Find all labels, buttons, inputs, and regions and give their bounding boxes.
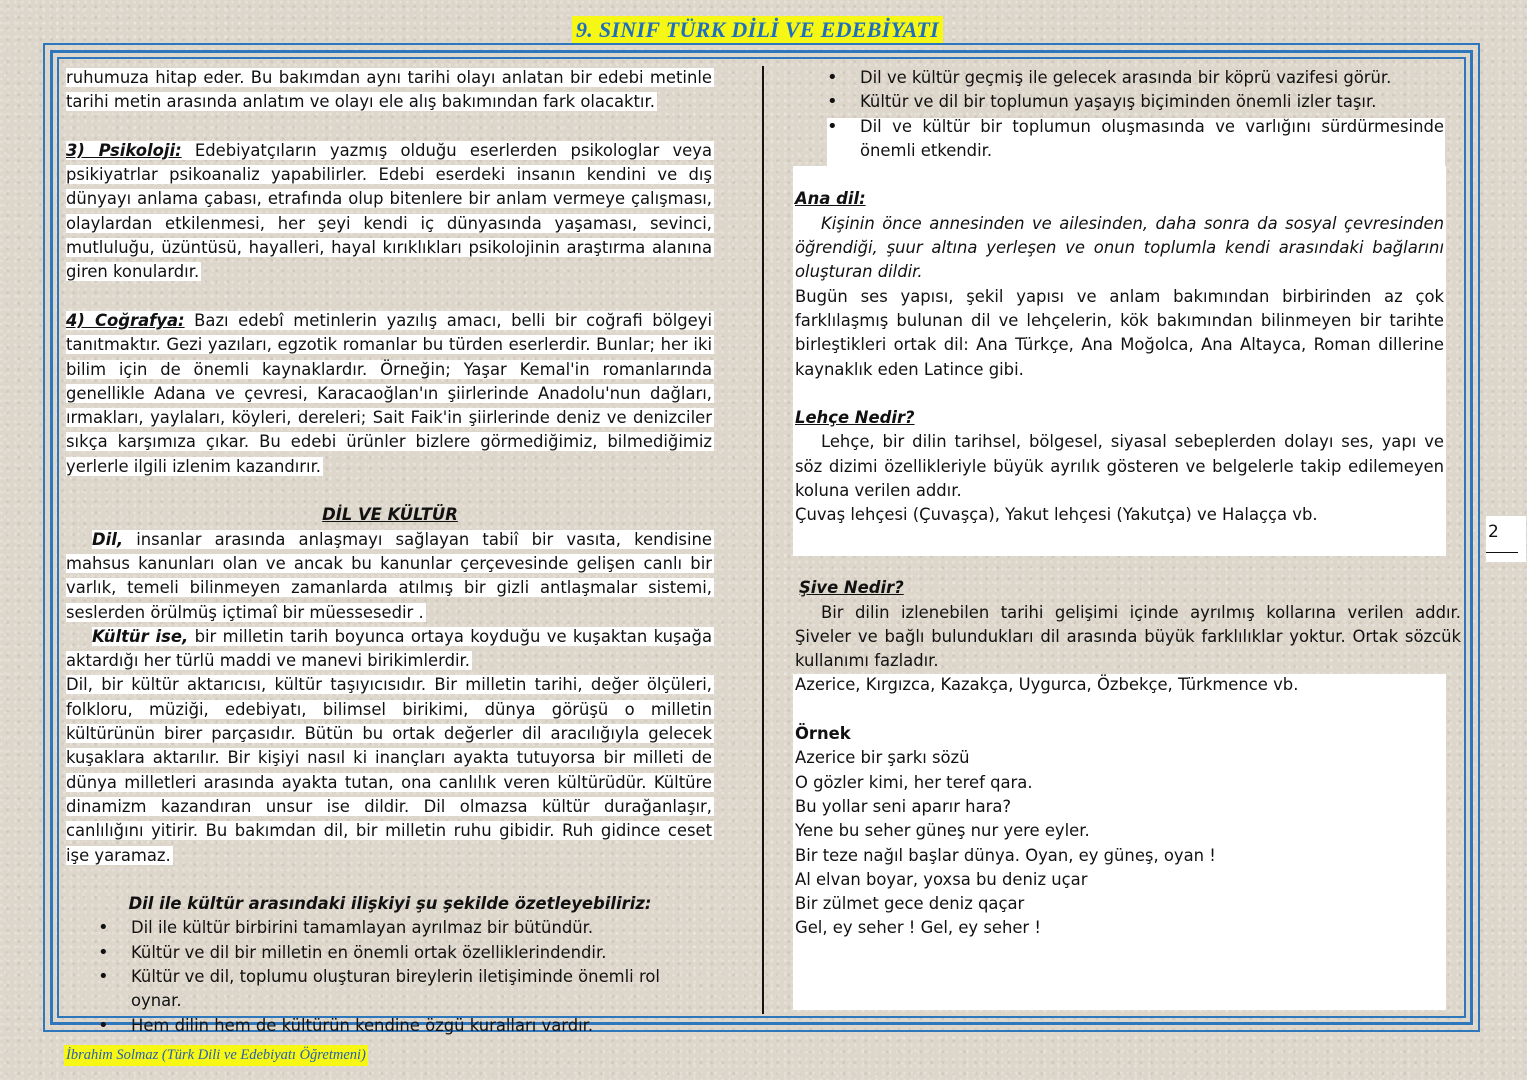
footer-author: İbrahim Solmaz (Türk Dili ve Edebiyatı Öğretmeni) xyxy=(64,1045,368,1066)
poem-line: Yene bu seher güneş nur yere eyler. xyxy=(795,821,1090,841)
anadil-definition: Kişinin önce annesinden ve ailesinden, daha sonra da sosyal çevresinden öğrendiği, şuur altına yerleşen ve onun toplumla kendi arasındaki bağlarını oluşturan dildir. xyxy=(795,213,1444,282)
list-item: • Dil ve kültür geçmiş ile gelecek arasında bir köprü vazifesi görür. xyxy=(795,66,1444,90)
list-item: • Kültür ve dil bir toplumun yaşayış biçiminden önemli izler taşır. xyxy=(795,90,1444,114)
anadil-heading: Ana dil: xyxy=(795,189,866,209)
page-number: 2 xyxy=(1486,516,1526,562)
intro-paragraph: ruhumuza hitap eder. Bu bakımdan aynı tarihi olayı anlatan bir edebi metinle tarihi metin arasında anlatım ve olayı ele alış bakımından fark olacaktır. xyxy=(66,68,712,112)
sive-paragraph: Bir dilin izlenebilen tarihi gelişimi içinde ayrılmış kollarına verilen addır. Şiveler ve bağlı bulundukları dil arasında büyük farklılıklar yoktur. Ortak sözcük kullanımı fazladır. xyxy=(795,602,1461,671)
psikoloji-heading: 3) Psikoloji: xyxy=(66,140,182,160)
sive-heading: Şive Nedir? xyxy=(799,578,904,598)
poem-line: O gözler kimi, her teref qara. xyxy=(795,772,1033,792)
list-item: • Kültür ve dil bir milletin en önemli ortak özelliklerindendir. xyxy=(66,941,714,965)
dil-aktarici-paragraph: Dil, bir kültür aktarıcısı, kültür taşıyıcısıdır. Bir milletin tarihi, değer ölçüleri, folkloru, müziği, edebiyatı, bilimsel birikimi, dünya görüşü o milletin kültürünün birer parçasıdır. Bütün bu ortak değerler dil aracılığıyla gelecek kuşaklara aktarılır. Bir kişiyi nasıl ki inançları ayakta tutuyorsa bir milleti de dünya milletleri arasında ayakta tutan, ona canlılık veren kültürüdür. Kültüre dinamizm kazandıran unsur ise dildir. Dil olmazsa kültür durağanlaşır, canlılığını yitirir. Bu bakımdan dil, bir milletin ruhu gibidir. Ruh gidince ceset işe yaramaz. xyxy=(66,675,712,865)
lehce-heading: Lehçe Nedir? xyxy=(795,408,915,428)
iliski-list xyxy=(66,916,714,1037)
lehce-paragraph: Lehçe, bir dilin tarihsel, bölgesel, siyasal sebeplerden dolayı ses, yapı ve söz dizimi özellikleriyle büyük ayrılık gösteren ve belgelerle takip edilemeyen koluna verilen addır. xyxy=(795,432,1444,501)
right-column xyxy=(795,66,1461,941)
list-item: • Dil ile kültür birbirini tamamlayan ayrılmaz bir bütündür. xyxy=(66,916,714,940)
ornek-heading: Örnek xyxy=(795,724,851,744)
poem-line: Bir teze nağıl başlar dünya. Oyan, ey güneş, oyan ! xyxy=(795,845,1216,865)
iliski-heading: Dil ile kültür arasındaki ilişkiyi şu şekilde özetleyebiliriz: xyxy=(128,894,652,914)
sive-examples: Azerice, Kırgızca, Kazakça, Uygurca, Özbekçe, Türkmence vb. xyxy=(795,675,1299,695)
list-item: • Kültür ve dil, toplumu oluşturan bireylerin iletişiminde önemli rol oynar. xyxy=(66,965,714,1014)
poem-line: Bir zülmet gece deniz qaçar xyxy=(795,894,1025,914)
cografya-paragraph: 4) Coğrafya: Bazı edebî metinlerin yazılış amacı, belli bir coğrafi bölgeyi tanıtmaktır. Gezi yazıları, egzotik romanlar bu türden eserlerdir. Bunlar; her iki bilim için de önemli kaynaklardır. Örneğin; Yaşar Kemal'in romanlarında genellikle Adana ve çevresi, Karacaoğlan'ın şiirlerinde Anadolu'nun dağları, ırmakları, yaylaları, köyleri, dereleri; Sait Faik'in şiirlerinde deniz ve denizciler sıkça karşımıza çıkar. Bu edebi ürünler bizlere görmediğimiz, bilmediğimiz yerlerle ilgili izlenim kazandırır. xyxy=(66,310,712,476)
lehce-examples: Çuvaş lehçesi (Çuvaşça), Yakut lehçesi (Yakutça) ve Halaçça vb. xyxy=(795,505,1318,525)
column-divider xyxy=(762,66,764,1014)
poem-line: Gel, ey seher ! Gel, ey seher ! xyxy=(795,918,1041,938)
dil-definition: Dil, insanlar arasında anlaşmayı sağlayan tabiî bir vasıta, kendisine mahsus kanunları olan ve ancak bu kanunlar çerçevesinde gelişen canlı bir varlık, temeli bilinmeyen zamanlarda atılmış bir gizli antlaşmalar sistemi, seslerden örülmüş içtimaî bir müessesedir . xyxy=(66,529,712,622)
anadil-paragraph: Bugün ses yapısı, şekil yapısı ve anlam bakımından birbirinden az çok farklılaşmış bulunan dil ve lehçelerin, kök bakımından bilinmeyen bir tarihte birleştikleri ortak dil: Ana Türkçe, Ana Moğolca, Ana Altayca, Roman dillerine kaynaklık eden Latince gibi. xyxy=(795,286,1444,379)
cografya-heading: 4) Coğrafya: xyxy=(66,310,185,330)
poem-line: Azerice bir şarkı sözü xyxy=(795,748,970,768)
kultur-definition: Kültür ise, bir milletin tarih boyunca ortaya koyduğu ve kuşaktan kuşağa aktardığı her türlü maddi ve manevi birikimlerdir. xyxy=(66,626,712,671)
left-column xyxy=(66,66,714,1038)
right-bullet-list xyxy=(795,66,1444,163)
dil-kultur-heading: DİL VE KÜLTÜR xyxy=(322,505,458,525)
list-item: • Dil ve kültür bir toplumun oluşmasında ve varlığını sürdürmesinde önemli etkendir. xyxy=(795,115,1444,164)
list-item: • Hem dilin hem de kültürün kendine özgü kuralları vardır. xyxy=(66,1014,714,1038)
poem-line: Al elvan boyar, yoxsa bu deniz uçar xyxy=(795,869,1088,889)
poem-line: Bu yollar seni aparır hara? xyxy=(795,796,1012,816)
psikoloji-paragraph: 3) Psikoloji: Edebiyatçıların yazmış olduğu eserlerden psikologlar veya psikiyatrlar psikoanaliz yapabilirler. Edebi eserdeki insanın kendini ve dış dünyayı anlama çabası, etrafında olup bitenlere bir anlam vermeye çalışması, olaylardan etkilenmesi, her şeyi kendi iç dünyasında yaşaması, sevinci, mutluluğu, üzüntüsü, hayalleri, hayal kırıklıkları psikolojinin araştırma alanına giren konulardır. xyxy=(66,140,712,282)
page-title: 9. SINIF TÜRK DİLİ VE EDEBİYATI xyxy=(572,16,943,44)
